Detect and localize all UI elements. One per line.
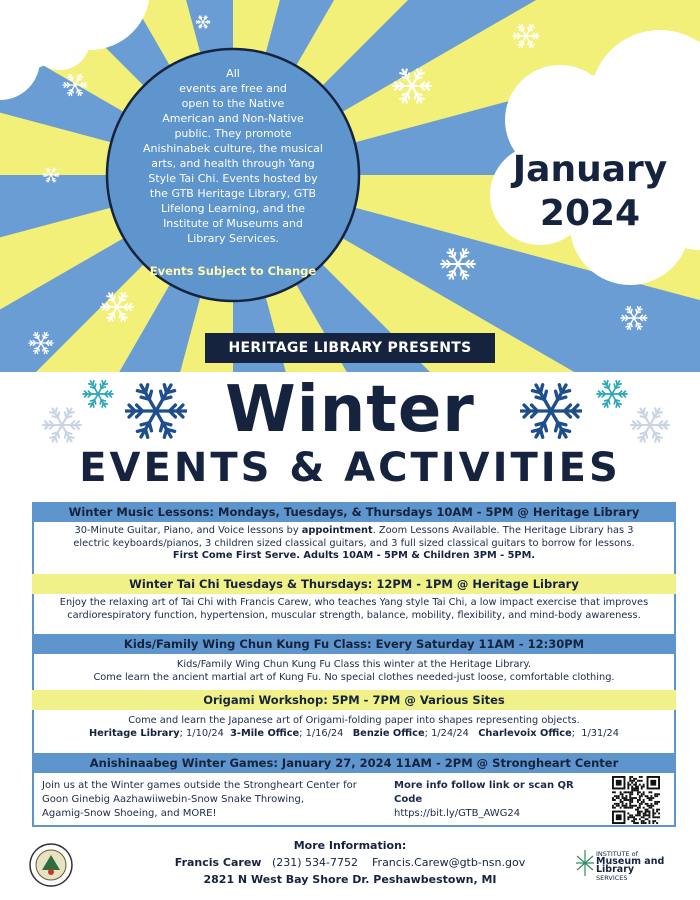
imls-logo-icon xyxy=(574,846,596,880)
qr-code-icon[interactable] xyxy=(612,776,660,824)
snowflake-icon xyxy=(620,304,648,332)
kung-fu-heading: Kids/Family Wing Chun Kung Fu Class: Every Saturday 11AM - 12:30PM xyxy=(32,634,676,654)
kung-fu-body xyxy=(32,654,676,690)
contact-phone: (231) 534-7752 xyxy=(271,856,359,869)
kung-fu-line-2: Come learn the ancient martial art of Kung Fu. No special clothes needed-just loose, comfortable clothing. xyxy=(93,671,615,683)
winter-games-info xyxy=(394,779,604,821)
winter-games-heading: Anishinaabeg Winter Games: January 27, 2024 11AM - 2PM @ Strongheart Center xyxy=(32,753,676,773)
music-lessons-body xyxy=(32,522,676,574)
footer-title: More Information: xyxy=(293,839,407,852)
more-info-label: More info follow link or scan QR Code xyxy=(394,780,574,805)
footer-address: 2821 N West Bay Shore Dr. Peshawbestown, MI xyxy=(203,873,497,886)
tai-chi-line-2: cardiorespiratory function, hypertension, muscular strength, balance, mobility, flexibility, and mind-body awareness. xyxy=(67,609,641,621)
tai-chi-line-1: Enjoy the relaxing art of Tai Chi with Francis Carew, who teaches Yang style Tai Chi, a low impact exercise that improves xyxy=(59,597,649,608)
contact-email[interactable]: Francis.Carew@gtb-nsn.gov xyxy=(372,856,526,869)
music-line-3: First Come First Serve. Adults 10AM - 5PM & Children 3PM - 5PM. xyxy=(172,550,536,561)
snowflake-icon xyxy=(195,14,211,30)
origami-sites: Heritage Library; 1/10/24 3-Mile Office; 1/16/24 Benzie Office; 1/24/24 Charlevoix Office; 1/31/24 xyxy=(88,727,620,739)
snowflake-icon xyxy=(392,66,432,106)
origami-line-1: Come and learn the Japanese art of Origami-folding paper into shapes representing objects. xyxy=(128,715,580,726)
snowflake-icon xyxy=(440,246,476,282)
month-label: January xyxy=(512,149,668,190)
tribal-seal-icon xyxy=(28,842,74,888)
kung-fu-line-1: Kids/Family Wing Chun Kung Fu Class this winter at the Heritage Library. xyxy=(176,659,532,670)
snowflake-icon xyxy=(100,290,134,324)
games-link[interactable]: https://bit.ly/GTB_AWG24 xyxy=(394,808,521,819)
imls-logo xyxy=(574,846,674,882)
winter-games-body xyxy=(32,773,676,827)
snowflake-icon xyxy=(512,22,540,50)
poster-title: Winter xyxy=(225,373,475,447)
snowflake-icon xyxy=(28,330,54,356)
subject-to-change-note: Events Subject to Change xyxy=(149,264,317,278)
presents-banner: HERITAGE LIBRARY PRESENTS xyxy=(205,333,495,363)
snowflake-icon xyxy=(62,72,88,98)
snowflake-icon xyxy=(42,166,60,184)
music-line-2: electric keyboards/pianos, 3 children sized classical guitars, and 3 full sized classical guitars to borrow for lessons. xyxy=(73,537,635,549)
contact-name: Francis Carew xyxy=(174,856,262,869)
tai-chi-heading: Winter Tai Chi Tuesdays & Thursdays: 12PM - 1PM @ Heritage Library xyxy=(32,574,676,594)
origami-heading: Origami Workshop: 5PM - 7PM @ Various Sites xyxy=(32,690,676,710)
music-lessons-heading: Winter Music Lessons: Mondays, Tuesdays, & Thursdays 10AM - 5PM @ Heritage Library xyxy=(32,502,676,522)
imls-text: INSTITUTE of Museum and Library SERVICES xyxy=(596,850,665,882)
date-heading xyxy=(510,148,670,236)
winter-games-description: Join us at the Winter games outside the Strongheart Center for Goon Ginebig Aazhawiiwebin-Snow Snake Throwing, Agamig-Snow Shoeing, and MORE! xyxy=(42,780,357,819)
year-label: 2024 xyxy=(539,193,641,234)
poster-subtitle: EVENTS & ACTIVITIES xyxy=(79,445,621,491)
origami-body xyxy=(32,710,676,753)
tai-chi-body xyxy=(32,594,676,634)
circle-description: All events are free and open to the Native American and Non-Native public. They promote Anishinabek culture, the musical arts, and health through Yang Style Tai Chi. Events hosted by the GTB Heritage Library, GTB Lifelong Learning, and the Institute of Museums and Library Services. xyxy=(143,67,323,245)
music-line-1: 30-Minute Guitar, Piano, and Voice lessons by appointment. Zoom Lessons Available. The Heritage Library has 3 xyxy=(74,525,634,536)
